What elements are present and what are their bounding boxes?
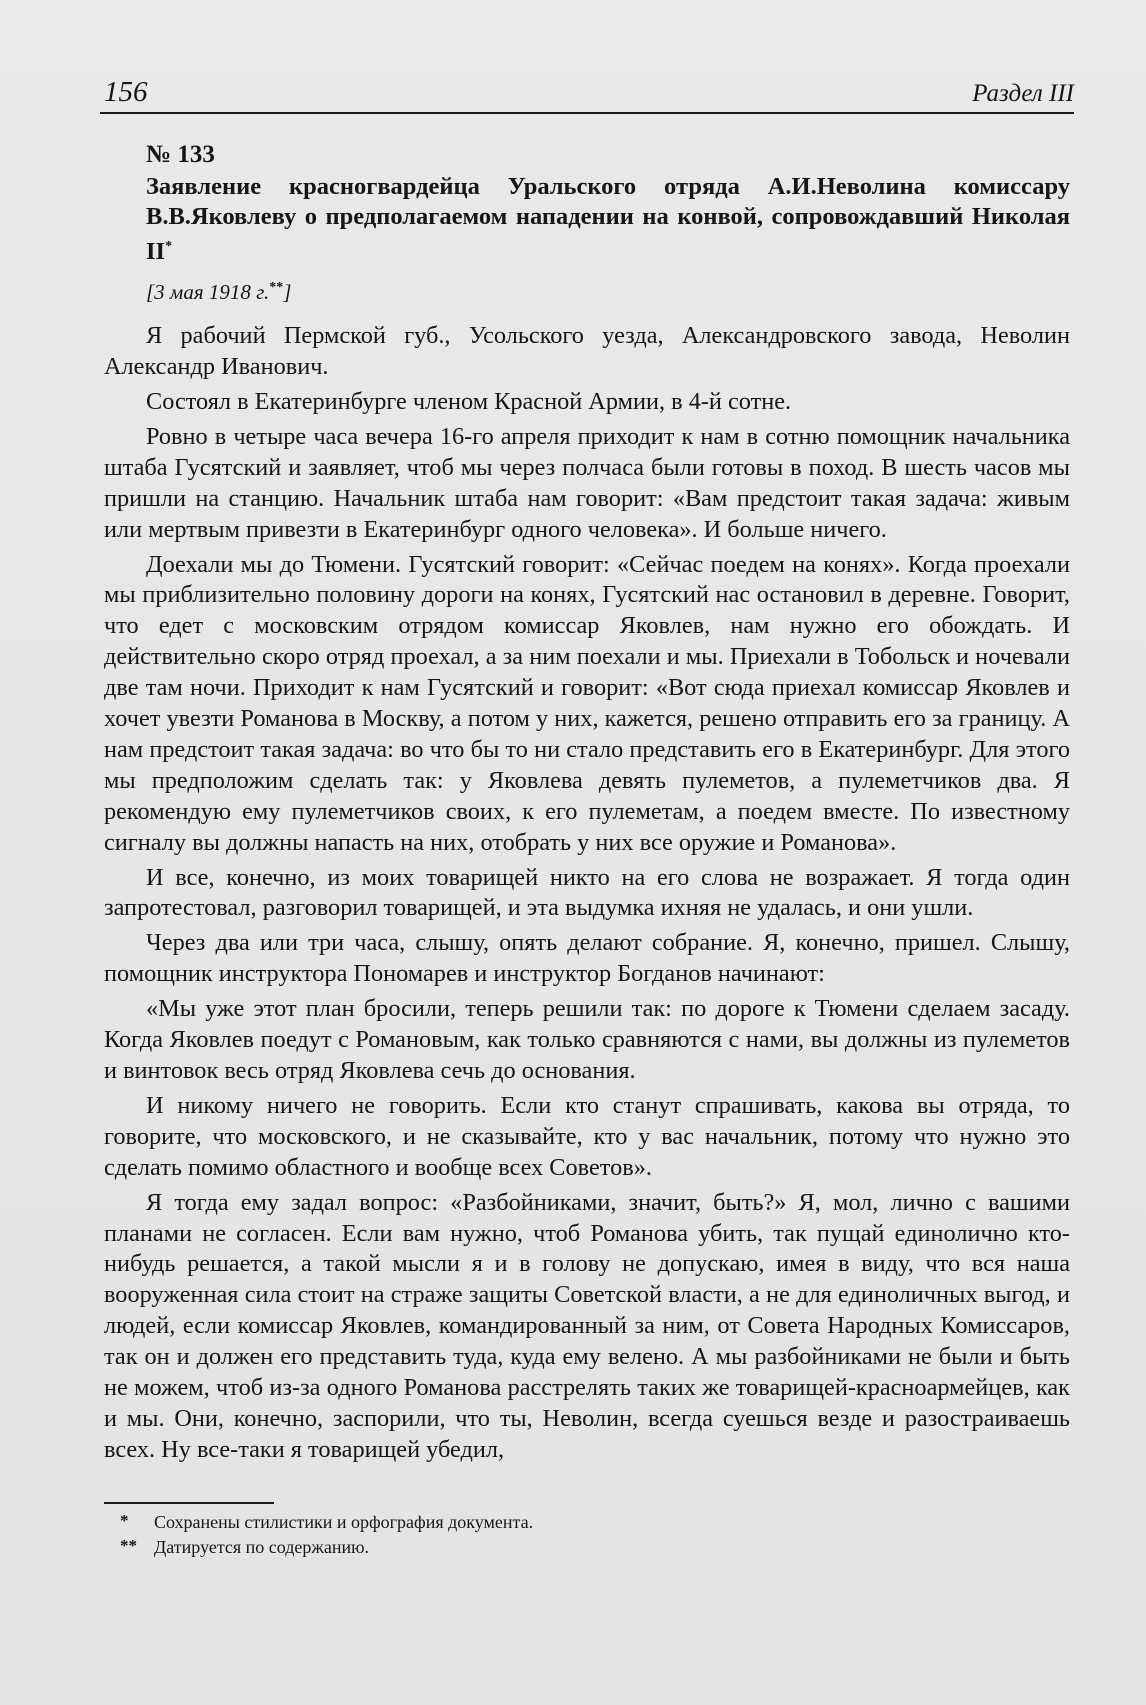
document-title-text: Заявление красногвардейца Уральского отряда А.И.Неволина комиссару В.В.Яковлеву о предполагаемом нападении на конвой, сопровождавший Николая II bbox=[146, 173, 1070, 266]
paragraph: И никому ничего не говорить. Если кто станут спрашивать, какова вы отряда, то говорите, что московского, и не сказывайте, кто у вас начальник, потому что нужно это сделать помимо областного и вообще всех Советов». bbox=[104, 1091, 1070, 1181]
footnote bbox=[120, 1535, 1020, 1560]
footnote-mark: * bbox=[120, 1511, 129, 1530]
footnote-text: Сохранены стилистики и орфография документа. bbox=[154, 1512, 534, 1532]
page-number: 156 bbox=[104, 76, 148, 108]
document-title bbox=[146, 172, 1070, 267]
paragraph: Через два или три часа, слышу, опять делают собрание. Я, конечно, пришел. Слышу, помощник инструктора Пономарев и инструктор Богданов начинают: bbox=[104, 929, 1070, 988]
document-body bbox=[104, 140, 1070, 1470]
paragraph: И все, конечно, из моих товарищей никто на его слова не возражает. Я тогда один запротестовал, разговорил товарищей, и эта выдумка ихняя не удалась, и они ушли. bbox=[104, 863, 1070, 922]
header-rule bbox=[100, 112, 1074, 114]
section-title: Раздел III bbox=[972, 80, 1074, 107]
title-footnote-mark: * bbox=[165, 239, 173, 254]
document-date bbox=[146, 273, 1070, 307]
body-text bbox=[104, 321, 1070, 1466]
paragraph: «Мы уже этот план бросили, теперь решили так: по дороге к Тюмени сделаем засаду. Когда Яковлев поедут с Романовым, как только сравняются с нами, вы должны из пулеметов и винтовок весь отряд Яковлева сечь до основания. bbox=[104, 995, 1070, 1084]
running-header bbox=[104, 76, 1074, 112]
paragraph: Доехали мы до Тюмени. Гусятский говорит: «Сейчас поедем на конях». Когда проехали мы приблизительно половину дороги на конях, Гусятский нас остановил в деревне. Говорит, что едет с московским отрядом комиссар Яковлев, нам нужно его обождать. И действительно скоро отряд проехал, а за ним поехали и мы. Приехали в Тобольск и ночевали две там ночи. Приходит к нам Гусятский и говорит: «Вот сюда приехал комиссар Яковлев и хочет увезти Романова в Москву, а потом у них, кажется, решено отправить его за границу. А нам предстоит такая задача: во что бы то ни стало представить его в Екатеринбург. Для этого мы предположим сделать так: у Яковлева девять пулеметов, а пулеметчиков два. Я рекомендую ему пулеметчиков своих, к его пулеметам, а поедем вместе. По известному сигналу вы должны напасть на них, отобрать у них все оружие и Романова». bbox=[104, 550, 1070, 856]
footnotes bbox=[120, 1510, 1020, 1560]
document-date-text: [3 мая 1918 г. bbox=[146, 280, 270, 305]
paragraph: Ровно в четыре часа вечера 16-го апреля приходит к нам в сотню помощник начальника штаба Гусятский и заявляет, чтоб мы через полчаса были готовы в поход. В шесть часов мы пришли на станцию. Начальник штаба нам говорит: «Вам предстоит такая задача: живым или мертвым привезти в Екатеринбург одного человека». И больше ничего. bbox=[104, 422, 1070, 543]
footnote bbox=[120, 1510, 1020, 1535]
paragraph: Состоял в Екатеринбурге членом Красной Армии, в 4-й сотне. bbox=[146, 387, 792, 415]
paragraph: Я тогда ему задал вопрос: «Разбойниками, значит, быть?» Я, мол, лично с вашими планами не согласен. Если вам нужно, чтоб Романова убить, так пущай единолично кто-нибудь решается, а такой мысли я и в голову не допускаю, имея в виду, что вся наша вооруженная сила стоит на страже защиты Советской власти, а не для единоличных выгод, и людей, если комиссар Яковлев, командированный за ним, от Совета Народных Комиссаров, так он и должен его представить туда, куда ему велено. А мы разбойниками не были и быть не можем, чтоб из-за одного Романова расстрелять таких же товарищей-красноармейцев, как и мы. Они, конечно, заспорили, что ты, Неволин, всегда суешься везде и разостраиваешь всех. Ну все-таки я товарищей убедил, bbox=[104, 1188, 1070, 1463]
paragraph: Я рабочий Пермской губ., Усольского уезда, Александровского завода, Неволин Александр Иванович. bbox=[104, 322, 1070, 381]
document-date-close: ] bbox=[283, 280, 292, 305]
document-number: № 133 bbox=[146, 141, 215, 168]
footnote-rule bbox=[104, 1502, 274, 1504]
date-footnote-mark: ** bbox=[269, 280, 284, 296]
footnote-text: Датируется по содержанию. bbox=[154, 1537, 370, 1557]
footnote-mark: ** bbox=[120, 1536, 137, 1555]
